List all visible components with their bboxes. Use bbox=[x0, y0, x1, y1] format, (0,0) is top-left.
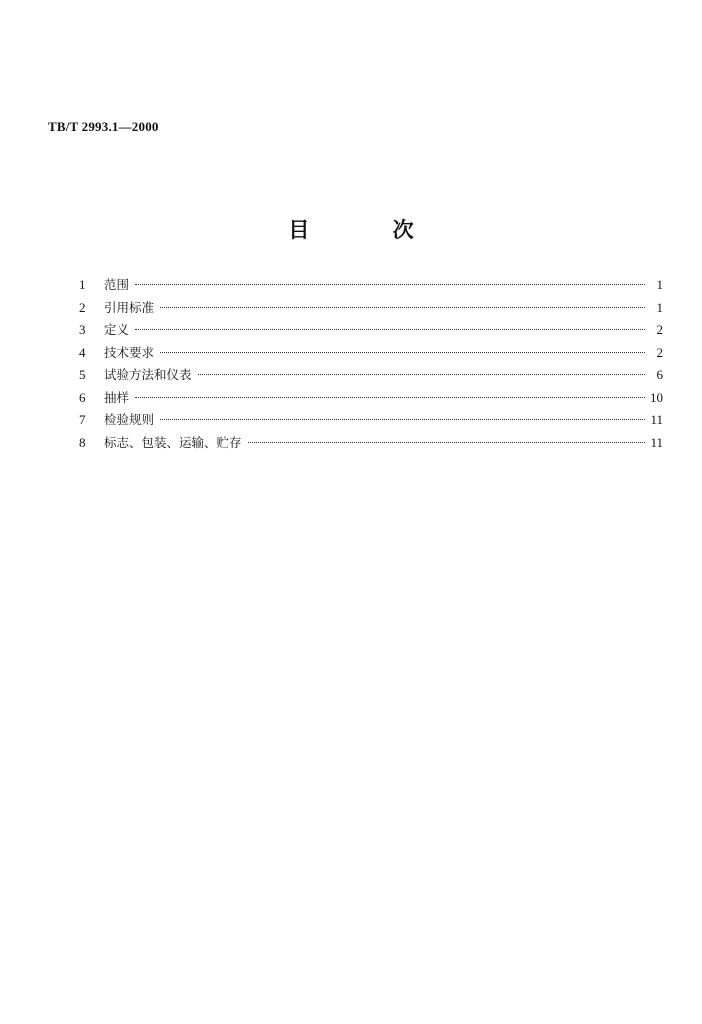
toc-dot-leader bbox=[198, 374, 645, 375]
toc-dot-leader bbox=[160, 419, 645, 420]
table-of-contents bbox=[75, 274, 663, 454]
toc-entry-page: 6 bbox=[656, 367, 663, 382]
toc-entry[interactable] bbox=[75, 319, 663, 342]
toc-entry-number: 6 bbox=[79, 389, 86, 405]
toc-dot-leader bbox=[135, 329, 645, 330]
toc-dot-leader bbox=[160, 307, 645, 308]
toc-dot-leader bbox=[248, 442, 645, 443]
toc-entry-page: 1 bbox=[656, 299, 663, 315]
toc-entry-label: 检验规则 bbox=[104, 412, 155, 427]
toc-entry[interactable] bbox=[75, 342, 663, 365]
toc-entry-number: 3 bbox=[79, 322, 86, 337]
toc-entry-page: 1 bbox=[656, 277, 663, 292]
toc-entry-label: 试验方法和仪表 bbox=[104, 367, 192, 382]
toc-entry-number: 7 bbox=[79, 412, 86, 427]
toc-entry-label: 标志、包装、运输、贮存 bbox=[104, 434, 242, 450]
toc-entry-label: 范围 bbox=[104, 277, 130, 292]
toc-entry-page: 10 bbox=[650, 389, 663, 405]
toc-entry-label: 抽样 bbox=[104, 389, 130, 405]
toc-entry-label: 定义 bbox=[104, 322, 130, 337]
toc-entry-page: 2 bbox=[656, 344, 663, 360]
toc-entry[interactable] bbox=[75, 432, 663, 455]
toc-entry-page: 2 bbox=[656, 322, 663, 337]
toc-entry-number: 1 bbox=[79, 277, 86, 292]
toc-entry-page: 11 bbox=[650, 434, 663, 450]
toc-entry[interactable] bbox=[75, 364, 663, 387]
toc-entry[interactable] bbox=[75, 387, 663, 410]
toc-dot-leader bbox=[135, 284, 645, 285]
toc-dot-leader bbox=[160, 352, 645, 353]
toc-entry[interactable] bbox=[75, 409, 663, 432]
toc-dot-leader bbox=[135, 397, 645, 398]
toc-entry[interactable] bbox=[75, 274, 663, 297]
toc-entry-number: 2 bbox=[79, 299, 86, 315]
toc-entry[interactable] bbox=[75, 297, 663, 320]
toc-entry-label: 技术要求 bbox=[104, 344, 155, 360]
toc-entry-page: 11 bbox=[650, 412, 663, 427]
toc-entry-label: 引用标准 bbox=[104, 299, 155, 315]
toc-title: 目 次 bbox=[288, 218, 452, 242]
toc-entry-number: 5 bbox=[79, 367, 86, 382]
toc-entry-number: 8 bbox=[79, 434, 86, 450]
standard-code: TB/T 2993.1—2000 bbox=[48, 119, 159, 134]
toc-entry-number: 4 bbox=[79, 344, 86, 360]
